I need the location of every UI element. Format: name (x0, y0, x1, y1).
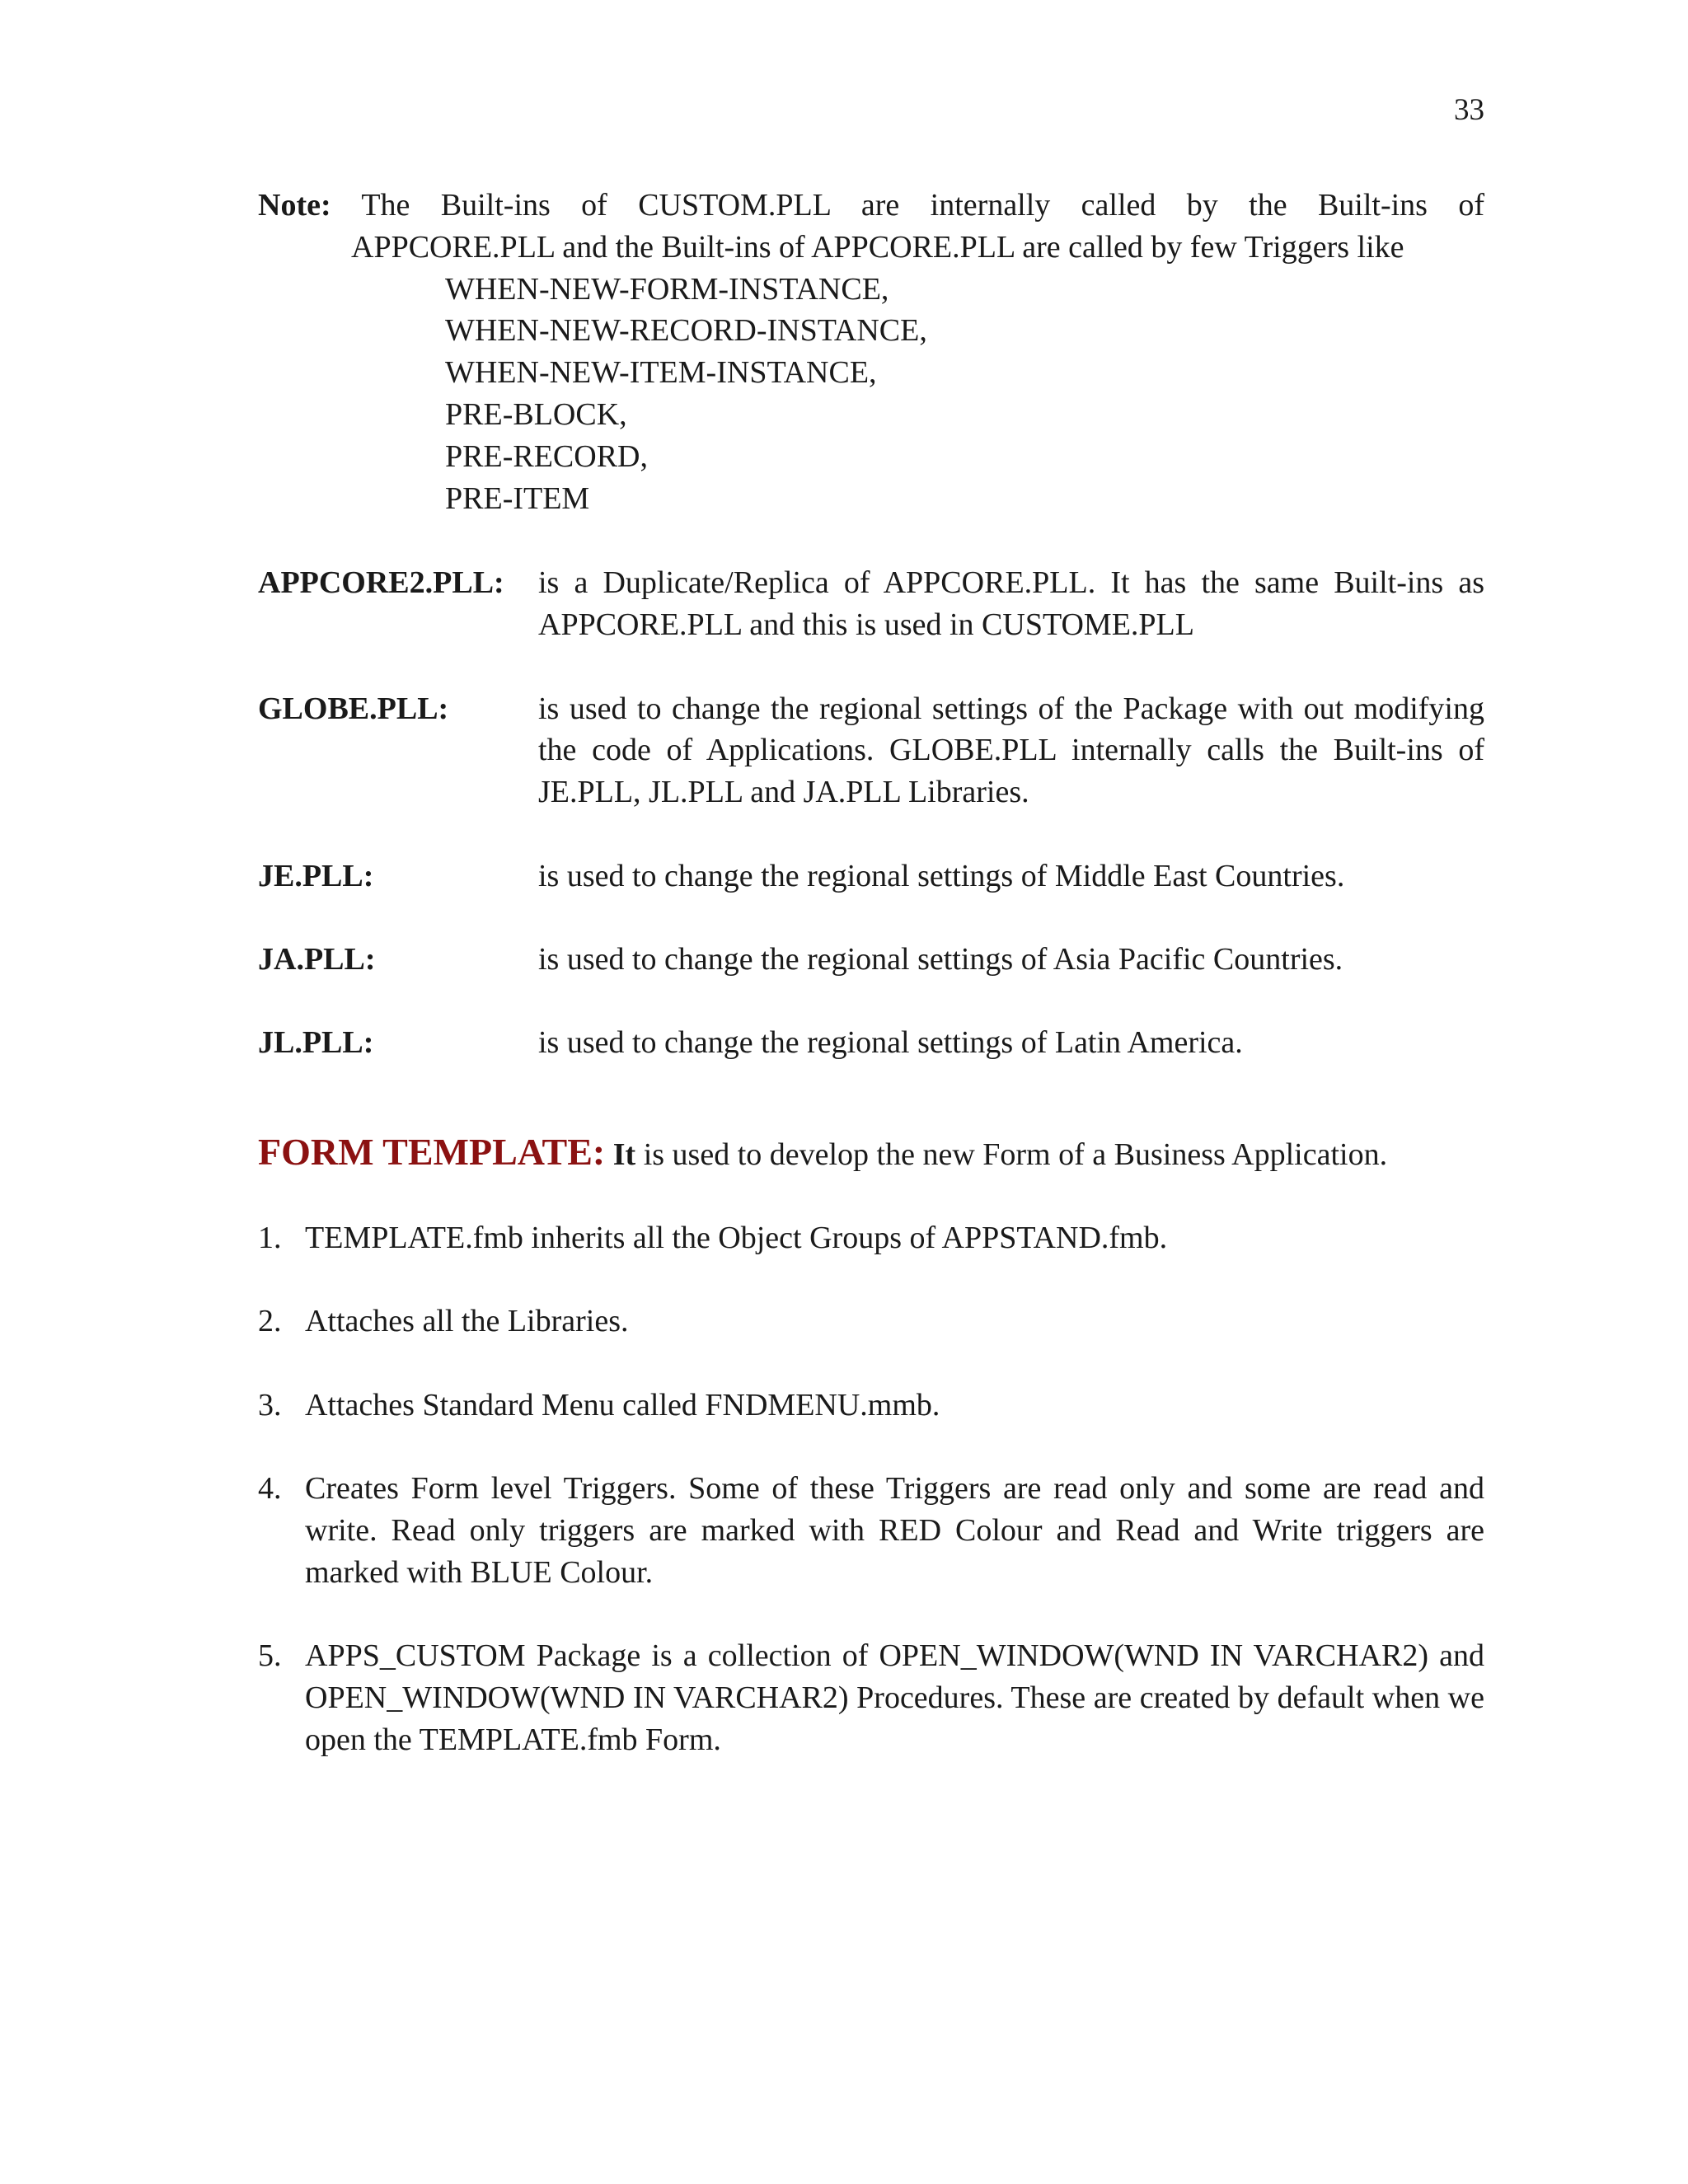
list-item (258, 1468, 1484, 1593)
step-text: APPS_CUSTOM Package is a collection of OPEN_WINDOW(WND IN VARCHAR2) and OPEN_WINDOW(WND IN VARCHAR2) Procedures. These are created by default when we open the TEMPLATE.fmb Form. (305, 1638, 1484, 1757)
list-item (258, 1635, 1484, 1760)
trigger-item: PRE-RECORD, (445, 438, 648, 474)
definition-term: JE.PLL: (258, 858, 374, 893)
step-number: 5. (258, 1638, 282, 1674)
step-text: Attaches Standard Menu called FNDMENU.mmb. (305, 1387, 940, 1422)
definition-term: GLOBE.PLL: (258, 691, 449, 726)
page-number: 33 (1454, 93, 1484, 127)
definition-row (258, 939, 1484, 981)
definition-desc: is used to change the regional settings of Latin America. (538, 1025, 1243, 1061)
step-text: Attaches all the Libraries. (305, 1304, 629, 1339)
step-number: 1. (258, 1220, 282, 1255)
definition-term: APPCORE2.PLL: (258, 565, 504, 601)
library-definitions (258, 562, 1484, 1064)
trigger-item: WHEN-NEW-FORM-INSTANCE, (445, 271, 889, 307)
list-item (258, 1385, 1484, 1427)
step-text: Creates Form level Triggers. Some of these Triggers are read only and some are read and write. Read only triggers are marked with RED Colour and Read and Write triggers are marked with BLUE Colour. (305, 1471, 1484, 1590)
step-number: 2. (258, 1304, 282, 1339)
template-steps (258, 1217, 1484, 1761)
definition-row (258, 855, 1484, 898)
step-number: 3. (258, 1387, 282, 1422)
definition-desc: is used to change the regional settings of the Package with out modifying the code of Applications. GLOBE.PLL internally calls the Built-ins of JE.PLL, JL.PLL and JA.PLL Libraries. (538, 691, 1484, 810)
note-line1: The Built-ins of CUSTOM.PLL are internally called by the Built-ins of (361, 188, 1484, 223)
note-line2: APPCORE.PLL and the Built-ins of APPCORE.PLL are called by few Triggers like (351, 229, 1404, 265)
definition-desc: is a Duplicate/Replica of APPCORE.PLL. It has the same Built-ins as APPCORE.PLL and this is used in CUSTOME.PLL (538, 565, 1484, 643)
form-template-lead: It (612, 1137, 636, 1173)
definition-desc: is used to change the regional settings of Middle East Countries. (538, 858, 1345, 893)
definition-row (258, 1022, 1484, 1064)
trigger-item: PRE-ITEM (445, 480, 590, 516)
form-template-title: FORM TEMPLATE: (258, 1131, 606, 1174)
definition-desc: is used to change the regional settings of Asia Pacific Countries. (538, 941, 1343, 977)
list-item (258, 1217, 1484, 1259)
definition-term: JA.PLL: (258, 941, 376, 977)
note-label: Note: (258, 188, 331, 223)
definition-row (258, 688, 1484, 813)
note-section (258, 185, 1484, 519)
trigger-item: WHEN-NEW-ITEM-INSTANCE, (445, 355, 877, 391)
definition-row (258, 562, 1484, 646)
list-item (258, 1301, 1484, 1343)
note-first-line (258, 185, 1484, 227)
form-template-heading (258, 1132, 1484, 1176)
trigger-list (258, 269, 1484, 520)
trigger-item: PRE-BLOCK, (445, 396, 627, 432)
trigger-item: WHEN-NEW-RECORD-INSTANCE, (445, 313, 927, 349)
page-content (258, 185, 1484, 1802)
step-number: 4. (258, 1471, 282, 1507)
step-text: TEMPLATE.fmb inherits all the Object Groups of APPSTAND.fmb. (305, 1220, 1168, 1255)
definition-term: JL.PLL: (258, 1025, 374, 1061)
form-template-text: is used to develop the new Form of a Business Application. (635, 1137, 1388, 1173)
